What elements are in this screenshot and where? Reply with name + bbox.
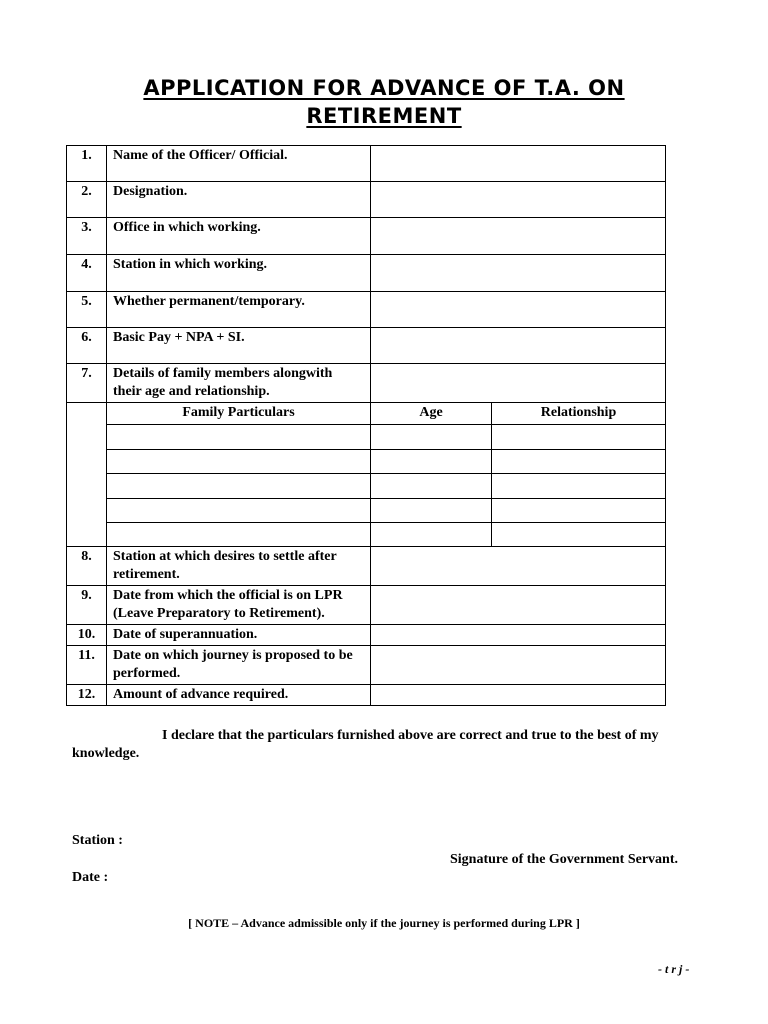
row-number: 6.	[67, 328, 107, 364]
age-header: Age	[371, 403, 492, 425]
row-number: 1.	[67, 146, 107, 182]
permanent-temporary-value-cell[interactable]	[371, 292, 666, 328]
row-number: 5.	[67, 292, 107, 328]
row-number: 8.	[67, 547, 107, 586]
family-particulars-cell[interactable]	[107, 523, 371, 547]
form-row-1	[67, 146, 666, 182]
row-label: Date of superannuation.	[107, 625, 371, 646]
family-particulars-header: Family Particulars	[107, 403, 371, 425]
family-relationship-cell[interactable]	[492, 523, 666, 547]
family-row	[67, 450, 666, 474]
journey-date-value-cell[interactable]	[371, 646, 666, 685]
row-label: Details of family members alongwith their age and relationship.	[107, 364, 371, 403]
form-row-7	[67, 364, 666, 403]
designation-value-cell[interactable]	[371, 182, 666, 218]
office-value-cell[interactable]	[371, 218, 666, 255]
form-title-line-1: APPLICATION FOR ADVANCE OF T.A. ON	[143, 76, 625, 100]
row-number: 9.	[67, 586, 107, 625]
row-number: 11.	[67, 646, 107, 685]
family-age-cell[interactable]	[371, 474, 492, 499]
family-relationship-cell[interactable]	[492, 425, 666, 450]
family-header-row	[67, 403, 666, 425]
settle-station-value-cell[interactable]	[371, 547, 666, 586]
row-label: Designation.	[107, 182, 371, 218]
family-relationship-cell[interactable]	[492, 474, 666, 499]
form-row-6	[67, 328, 666, 364]
row-label: Date on which journey is proposed to be performed.	[107, 646, 371, 685]
family-age-cell[interactable]	[371, 523, 492, 547]
row-number: 2.	[67, 182, 107, 218]
form-row-4	[67, 255, 666, 292]
family-particulars-cell[interactable]	[107, 474, 371, 499]
declaration-text: I declare that the particulars furnished above are correct and true to the best of my knowledge.	[72, 728, 659, 761]
station-value-cell[interactable]	[371, 255, 666, 292]
row-number: 4.	[67, 255, 107, 292]
family-relationship-cell[interactable]	[492, 499, 666, 523]
row-number: 10.	[67, 625, 107, 646]
superannuation-date-value-cell[interactable]	[371, 625, 666, 646]
footer-mark: - t r j -	[658, 962, 690, 976]
family-age-cell[interactable]	[371, 425, 492, 450]
family-age-cell[interactable]	[371, 450, 492, 474]
signature-label: Signature of the Government Servant.	[450, 852, 678, 867]
family-relationship-cell[interactable]	[492, 450, 666, 474]
lpr-date-value-cell[interactable]	[371, 586, 666, 625]
application-form-table	[66, 145, 666, 706]
row-label: Date from which the official is on LPR (Leave Preparatory to Retirement).	[107, 586, 371, 625]
form-row-11	[67, 646, 666, 685]
form-title-line-2: RETIREMENT	[306, 104, 462, 128]
row-label: Basic Pay + NPA + SI.	[107, 328, 371, 364]
family-particulars-cell[interactable]	[107, 425, 371, 450]
row-number: 7.	[67, 364, 107, 403]
family-row	[67, 499, 666, 523]
basic-pay-value-cell[interactable]	[371, 328, 666, 364]
form-row-5	[67, 292, 666, 328]
family-row	[67, 425, 666, 450]
relationship-header: Relationship	[492, 403, 666, 425]
form-row-8	[67, 547, 666, 586]
row-number: 12.	[67, 685, 107, 706]
note-text: [ NOTE – Advance admissible only if the journey is performed during LPR ]	[188, 916, 580, 930]
row-label: Amount of advance required.	[107, 685, 371, 706]
form-row-10	[67, 625, 666, 646]
family-details-value-cell[interactable]	[371, 364, 666, 403]
family-particulars-cell[interactable]	[107, 450, 371, 474]
family-spacer-cell	[67, 403, 107, 547]
date-label: Date :	[72, 870, 109, 885]
family-particulars-cell[interactable]	[107, 499, 371, 523]
row-label: Whether permanent/temporary.	[107, 292, 371, 328]
family-age-cell[interactable]	[371, 499, 492, 523]
row-label: Station at which desires to settle after retirement.	[107, 547, 371, 586]
form-row-2	[67, 182, 666, 218]
family-row	[67, 474, 666, 499]
family-row	[67, 523, 666, 547]
advance-amount-value-cell[interactable]	[371, 685, 666, 706]
form-row-12	[67, 685, 666, 706]
form-row-9	[67, 586, 666, 625]
form-row-3	[67, 218, 666, 255]
row-label: Office in which working.	[107, 218, 371, 255]
row-label: Station in which working.	[107, 255, 371, 292]
row-label: Name of the Officer/ Official.	[107, 146, 371, 182]
station-label: Station :	[72, 833, 123, 848]
row-number: 3.	[67, 218, 107, 255]
name-value-cell[interactable]	[371, 146, 666, 182]
